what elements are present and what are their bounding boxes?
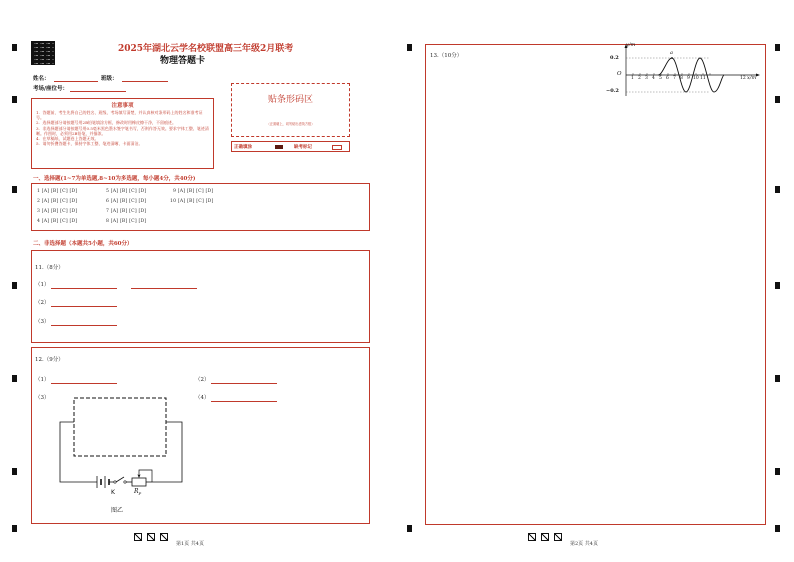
- name-label: 姓名：: [33, 76, 50, 82]
- q12-part1-label: （1）: [35, 377, 50, 383]
- notice-item: 2．选择题部分请按题号用2B铅笔填涂方框，修改时用橡皮擦干净，不留痕迹。: [36, 120, 177, 126]
- q12-box: [31, 347, 370, 524]
- circuit-wire-left: [60, 422, 97, 482]
- q11-part1-answer-a[interactable]: [51, 288, 117, 289]
- page1-number: 第1页 共4页: [176, 541, 204, 547]
- wave-graph: [600, 42, 765, 100]
- rheostat-subscript: P: [138, 491, 142, 497]
- choice-row-1[interactable]: 1 [A] [B] [C] [D]: [37, 189, 78, 194]
- page-marker: [528, 533, 536, 541]
- choice-row-3[interactable]: 3 [A] [B] [C] [D]: [37, 209, 78, 214]
- page-marker: [554, 533, 562, 541]
- exam-title: 2025年湖北云学名校联盟高三年级2月联考: [118, 44, 294, 54]
- class-field[interactable]: [122, 81, 168, 82]
- barcode-hint: （正面朝上，切勿贴出虚线方框）: [266, 122, 315, 126]
- x-tick-label: 6: [666, 76, 669, 81]
- rheostat-label: [134, 488, 141, 496]
- q12-part2-label: （2）: [195, 377, 210, 383]
- registration-mark: [775, 96, 780, 103]
- page-marker: [147, 533, 155, 541]
- registration-mark: [12, 468, 17, 475]
- choice-box: [31, 183, 370, 231]
- registration-mark: [12, 186, 17, 193]
- x-tick-label: 3: [645, 76, 648, 81]
- choice-row-4[interactable]: 4 [A] [B] [C] [D]: [37, 219, 78, 224]
- registration-mark: [775, 186, 780, 193]
- notice-item: 3．非选择题部分请按题号用0.5毫米黑色墨水签字笔书写，否则作答无效。要求字体工整、笔迹清晰。作图时，必须用2B铅笔，并描浓。: [36, 125, 209, 136]
- figure-caption: 图乙: [111, 507, 124, 514]
- rheostat-slider-arrow: [138, 475, 141, 479]
- y-axis-label: y/m: [626, 42, 636, 48]
- fill-example-box: [231, 141, 350, 152]
- x-tick-label: 8: [680, 76, 683, 81]
- choice-row-6[interactable]: 6 [A] [B] [C] [D]: [106, 199, 147, 204]
- registration-mark: [407, 44, 412, 51]
- point-a-label: a: [670, 50, 673, 56]
- point-a-marker: [671, 57, 673, 59]
- answer-sheet-title: 物理答题卡: [160, 56, 206, 66]
- page-marker: [160, 533, 168, 541]
- x-tick-label: 2: [638, 76, 641, 81]
- x-tick-label: 7: [673, 76, 676, 81]
- section2-title: 二、非选择题（本题共5小题，共60分）: [33, 241, 133, 247]
- q12-part1-answer[interactable]: [51, 383, 117, 384]
- x-tick-label: 11: [700, 76, 706, 81]
- page-marker: [134, 533, 142, 541]
- x-tick-label: 5: [659, 76, 662, 81]
- notice-title: 注意事项: [111, 103, 134, 109]
- registration-mark: [775, 375, 780, 382]
- registration-mark: [775, 44, 780, 51]
- x-tick-label: 10: [693, 76, 699, 81]
- q11-title: 11.（8分）: [35, 265, 64, 271]
- x-axis-arrow: [756, 74, 760, 77]
- choice-row-7[interactable]: 7 [A] [B] [C] [D]: [106, 209, 147, 214]
- q11-box: [31, 250, 370, 343]
- switch-contact: [124, 481, 126, 483]
- q12-part4-answer[interactable]: [211, 401, 277, 402]
- choice-row-8[interactable]: 8 [A] [B] [C] [D]: [106, 219, 147, 224]
- q12-part2-answer[interactable]: [211, 383, 277, 384]
- seat-field[interactable]: [70, 91, 126, 92]
- notice-item: 4．在草稿纸、试题卷上答题无效。: [36, 136, 99, 142]
- notice-item: 5．请勿折叠答题卡，保持字体工整、笔迹清晰、卡面清洁。: [36, 141, 143, 147]
- q12-title: 12.（9分）: [35, 357, 64, 363]
- page-marker: [541, 533, 549, 541]
- q13-box: [425, 44, 766, 525]
- page2-number: 第2页 共4页: [570, 541, 598, 547]
- component-placeholder: [74, 398, 166, 456]
- registration-mark: [775, 525, 780, 532]
- x-tick-label: 1: [631, 76, 634, 81]
- x-tick-label: 4: [652, 76, 655, 81]
- correct-fill-label: 正确填涂: [234, 145, 252, 150]
- y-bottom-label: −0.2: [606, 88, 619, 94]
- q12-part4-label: （4）: [195, 395, 210, 401]
- q11-part3-answer[interactable]: [51, 325, 117, 326]
- notice-item: 1．答题前，考生先将自己的姓名、班级、考场填写清楚，并认真核对条形码上的姓名和准考证号。: [36, 110, 203, 121]
- rheostat: [132, 478, 146, 486]
- q13-title: 13.（10分）: [430, 53, 463, 59]
- registration-mark: [12, 282, 17, 289]
- registration-mark: [407, 525, 412, 532]
- absent-mark-label: 缺考标记: [294, 145, 312, 150]
- notice-box: [31, 98, 214, 169]
- x-axis-label: x/m: [747, 75, 757, 81]
- rheostat-slider-wire: [139, 470, 152, 482]
- registration-mark: [12, 96, 17, 103]
- barcode-area: [231, 83, 350, 137]
- class-label: 班级：: [101, 76, 118, 82]
- circuit-wire-right: [152, 422, 182, 482]
- switch-label: K: [111, 489, 115, 496]
- q11-part2-label: （2）: [35, 300, 50, 306]
- q11-part2-answer[interactable]: [51, 306, 117, 307]
- section1-title: 一、选择题(1~7为单选题,8~10为多选题，每小题4分，共40分): [33, 176, 196, 182]
- qr-code: [31, 41, 55, 65]
- switch-contact: [114, 481, 116, 483]
- rheostat-symbol: R: [134, 488, 139, 495]
- absent-checkbox[interactable]: [332, 145, 342, 150]
- circuit-diagram: [52, 396, 192, 504]
- x-tick-label: 9: [687, 76, 690, 81]
- choice-row-10[interactable]: 10 [A] [B] [C] [D]: [170, 199, 214, 204]
- notice-list: [32, 109, 213, 146]
- y-top-label: 0.2: [610, 55, 619, 61]
- q11-part3-label: （3）: [35, 319, 50, 325]
- q11-part1-label: （1）: [35, 282, 50, 288]
- q11-part1-answer-b[interactable]: [131, 288, 197, 289]
- x-tick-label: 12: [740, 76, 746, 81]
- registration-mark: [12, 525, 17, 532]
- switch-blade: [116, 477, 124, 482]
- choice-row-9[interactable]: 9 [A] [B] [C] [D]: [173, 189, 214, 194]
- registration-mark: [775, 282, 780, 289]
- name-field[interactable]: [54, 81, 98, 82]
- choice-row-2[interactable]: 2 [A] [B] [C] [D]: [37, 199, 78, 204]
- filled-example: [275, 145, 283, 149]
- registration-mark: [775, 468, 780, 475]
- registration-mark: [12, 44, 17, 51]
- q12-part3-label: （3）: [35, 395, 50, 401]
- choice-row-5[interactable]: 5 [A] [B] [C] [D]: [106, 189, 147, 194]
- origin-label: O: [617, 71, 622, 77]
- registration-mark: [12, 375, 17, 382]
- seat-label: 考场/座位号：: [33, 86, 69, 92]
- barcode-title: 贴条形码区: [267, 95, 313, 105]
